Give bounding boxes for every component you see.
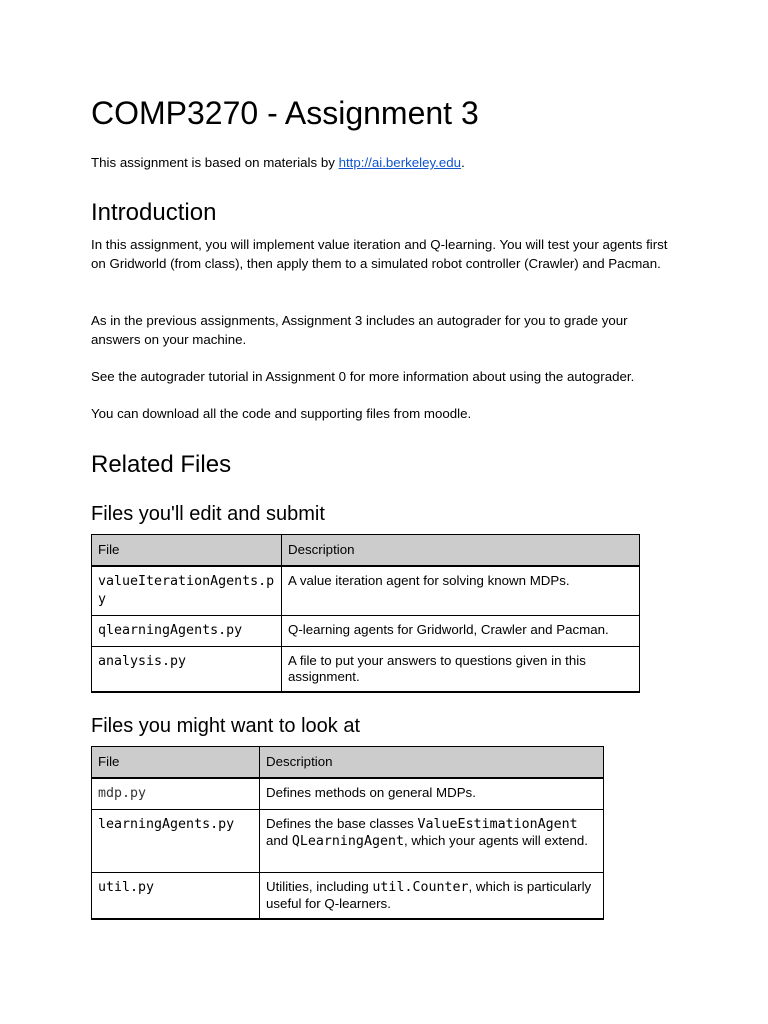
file-description: A file to put your answers to questions given in this assignment. <box>288 653 586 684</box>
table-row <box>92 778 604 810</box>
file-name: valueIterationAgents.py <box>98 574 275 607</box>
attribution-text: This assignment is based on materials by <box>91 155 339 170</box>
table-row <box>92 810 604 873</box>
file-name: learningAgents.py <box>98 817 235 832</box>
edit-files-heading: Files you'll edit and submit <box>91 503 325 525</box>
description-text: Defines the base classes <box>266 816 418 831</box>
file-description: A value iteration agent for solving known MDPs. <box>288 573 570 588</box>
file-name: qlearningAgents.py <box>98 623 243 638</box>
table-row <box>92 616 640 647</box>
file-description: Q-learning agents for Gridworld, Crawler and Pacman. <box>288 622 609 637</box>
column-header-file: File <box>92 747 260 779</box>
column-header-description: Description <box>260 747 604 779</box>
intro-paragraph-1: In this assignment, you will implement value iteration and Q-learning. You will test your agents first on Gridworld (from class), then apply them to a simulated robot controller (Crawler) and Pacman. <box>91 237 668 271</box>
table-row <box>92 647 640 693</box>
related-files-heading: Related Files <box>91 451 232 478</box>
introduction-heading: Introduction <box>91 199 217 226</box>
table-header-row <box>92 535 640 567</box>
intro-paragraph-2: As in the previous assignments, Assignment 3 includes an autograder for you to grade your answers on your machine. <box>91 313 628 347</box>
intro-paragraph-4: You can download all the code and supporting files from moodle. <box>91 406 472 421</box>
file-description: Defines methods on general MDPs. <box>266 785 476 800</box>
description-text: and <box>266 833 292 848</box>
look-files-table <box>91 746 604 920</box>
intro-paragraph-3: See the autograder tutorial in Assignment 0 for more information about using the autograder. <box>91 369 635 384</box>
attribution-line <box>91 154 465 172</box>
file-description <box>260 873 604 920</box>
file-name: util.py <box>98 880 155 895</box>
description-text: Utilities, including <box>266 879 373 894</box>
file-name: analysis.py <box>98 654 187 669</box>
attribution-period: . <box>461 155 465 170</box>
class-name-code: QLearningAgent <box>291 834 404 849</box>
class-name-code: ValueEstimationAgent <box>417 817 578 832</box>
description-text: , which is particularly useful for Q-learners. <box>266 879 592 911</box>
file-name: mdp.py <box>98 786 147 801</box>
description-text: , which your agents will extend. <box>403 833 589 848</box>
edit-files-table <box>91 534 640 693</box>
column-header-description: Description <box>282 535 640 567</box>
table-row <box>92 566 640 616</box>
file-description <box>260 810 604 873</box>
look-files-heading: Files you might want to look at <box>91 715 361 737</box>
class-name-code: util.Counter <box>372 880 469 895</box>
berkeley-link[interactable]: http://ai.berkeley.edu <box>338 155 462 170</box>
table-row <box>92 873 604 920</box>
table-header-row <box>92 747 604 779</box>
document-title: COMP3270 - Assignment 3 <box>91 95 479 131</box>
column-header-file: File <box>92 535 282 567</box>
